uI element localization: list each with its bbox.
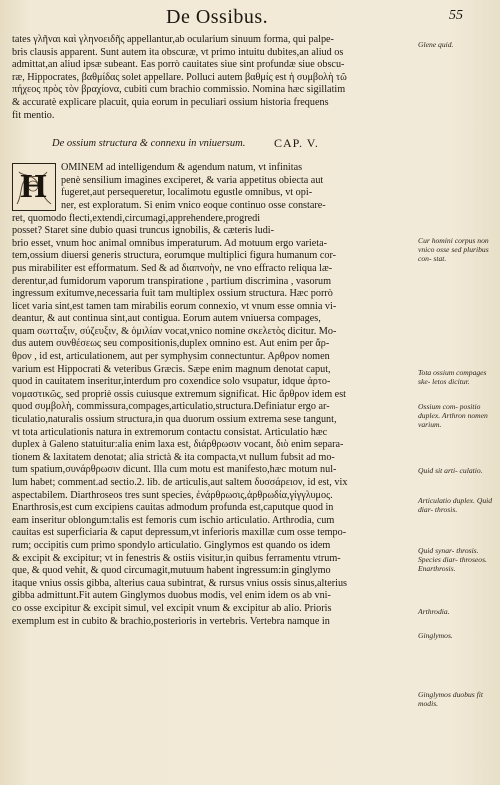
text-line: quam σωτταξιν, σύζευξιν, & ὁμιλίαν vocat,vnico nomine σκελετὸς dicitur. Mo-: [12, 325, 337, 337]
text-line: ner, est exploratum. Si enim vnico eoque continuo osse constare-: [61, 199, 326, 211]
marginal-note: Ossium com- positio duplex. Arthron nomen varium.: [418, 402, 488, 429]
running-title: De Ossibus.: [166, 6, 269, 28]
marginal-note: Cur homini corpus non vnico osse sed pluribus con- stat.: [418, 236, 489, 263]
chapter-title: De ossium structura & connexu in vniuersum.: [52, 138, 246, 150]
text-line: πήχεος πρὸς τὸν βραχίονα, cubiti cum brachio commissio. Nomina hæc sigillatim: [12, 84, 346, 96]
text-line: penè sensilium imagines exciperet, & varia appetitus obiecta aut: [61, 174, 324, 186]
text-line: ingressum exitumve,necessaria fuit tam multiplex ossium structura. Hæc porrò: [12, 288, 333, 300]
text-line: νομαστικῶς, sed propriè ossis cuiusque extremum significat. Hic ἄρθρον idem est: [12, 388, 346, 400]
chapter-heading: [12, 138, 412, 152]
page-number: 55: [449, 8, 463, 23]
marginal-note: Arthrodia.: [418, 607, 450, 616]
text-line: tates γλῆναι καὶ γληνοειδῆς appellantur,ab ocularium sinuum forma, qui palpe-: [12, 34, 334, 45]
main-text-column: [12, 34, 412, 628]
text-line: fit mentio.: [12, 109, 55, 121]
text-line: exemplum est in cubito & brachio,posterioris in vertebris. Vertebra namque in: [12, 615, 330, 627]
text-line: co osse excipitur & excipit simul, vel excipit vnum & excipitur ab alio. Prioris: [12, 602, 332, 614]
text-line: bris clausis apparent. Sunt autem ita obscuræ, vt primo intuitu dubites,an aliud os: [12, 46, 344, 58]
text-line: derentur,ad fumidorum vaporum transpiratione , partium discrimina , vasorum: [12, 275, 332, 287]
text-line: quod συμβολὴ, commissura,compages,articulatio,structura.Definiatur ergo ar-: [12, 401, 330, 413]
text-line: ticulatio,naturalis ossium structura,in qua duorum ossium extrema sese tangunt,: [12, 414, 337, 426]
text-line: ræ, Hippocrates, βαθμίδας solet appellare. Polluci autem βαθμίς est ἡ συμβολὴ τῶ: [12, 71, 347, 83]
marginal-note: Quid synar- throsis. Species diar- throseos. Enarthrosis.: [418, 546, 487, 573]
marginal-note: Ginglymos duobus fit modis.: [418, 690, 483, 708]
drop-cap-letter: H: [20, 168, 47, 206]
text-line: lum habet; comment.ad sectio.2. lib. de articulis,aut saltem δυσσάρειον, id est, vix: [12, 477, 348, 488]
text-line: ret, quomodo flecti,extendi,circumagi,apprehendere,progredi: [12, 212, 261, 224]
text-line: gibba admittunt.Fit autem Ginglymos duobus modis, vel enim idem os ab vni-: [12, 590, 331, 602]
text-line: quod in cauitatem inseritur,interdum pro coxendice solo vsupatur, idque ἀρτο-: [12, 376, 331, 388]
marginal-note: Ginglymos.: [418, 631, 453, 640]
text-line: eam inseritur oblongum:talis est femoris cum ischio articulatio. Arthrodia, cum: [12, 514, 335, 526]
text-line: rum; occipitis cum primo spondylo articulatio. Ginglymos est quando os idem: [12, 539, 331, 551]
text-line: que, & quod vehit, & quod circumagit,mutuum habent ingressum:in ginglymo: [12, 565, 331, 577]
opening-paragraph: [12, 34, 412, 122]
marginal-note: Glene quid.: [418, 40, 454, 49]
text-line: cauitas est superficiaria & caput depressum,vt inferioris maxillæ cum osse tempo-: [12, 527, 347, 539]
text-line: itaque vnius ossis gibba, alterius caua subintrat, & rursus vnius ossis sinus,alterius: [12, 577, 348, 589]
text-line: tum spatium,συνάρθρωσιν dicunt. Illa cum motu est manifesto,hæc motum nul-: [12, 464, 337, 476]
text-line: vt tota articulationis natura in extremorum contactu consistat. Articulatio hæc: [12, 426, 328, 438]
text-line: admittat,an aliud ipsæ subeant. Eas porrò cauitates siue sint profundæ siue obscu-: [12, 59, 345, 71]
text-line: licet varia sint,est tamen tam mirabilis eorum connexio, vt vnum esse omnia vi-: [12, 300, 337, 312]
text-line: tem,ossium diuersi generis structura, eorumque multiplici figura humanum cor-: [12, 250, 337, 262]
text-line: & accuratè explicare placuit, quia eorum in peculiari ossium historia frequens: [12, 96, 329, 108]
text-line: deantur, & aut continua sint,aut contigua. Eorum autem vniuersa compages,: [12, 313, 321, 325]
text-line: OMINEM ad intelligendum & agendum natum, vt infinitas: [61, 162, 303, 174]
marginal-note: Articulatio duplex. Quid diar- throsis.: [418, 496, 493, 514]
text-line: aspectabilem. Diarthroseos tres sunt species, ἐνάρθρωσις,ἀρθρωδία,γίγγλυμος.: [12, 489, 333, 501]
text-line: θρον , id est, articulationem, aut per symphysim connectuntur. Aρθρον nomen: [12, 351, 330, 363]
marginal-note: Tota ossium compages ske- letos dicitur.: [418, 368, 487, 386]
ornamental-initial: [12, 163, 56, 211]
text-line: duplex à Galeno statuitur:alia enim laxa est, διάρθρωσιν vocant, διὸ enim separa-: [12, 439, 344, 451]
text-line: fugeret,aut persequeretur, localimotu egustle omnibus, vt opi-: [61, 187, 313, 199]
text-line: dus autem συνθέσεως seu compositionis,duplex omnino est. Aut enim per ἄρ-: [12, 338, 330, 350]
text-line: tionem & laxitatem denotat; alia strictà & ita compacta,vt nullum fubsit ad mo-: [12, 451, 335, 463]
chapter-paragraph: [12, 162, 412, 628]
chapter-number: CAP. V.: [274, 136, 319, 151]
running-head: [0, 6, 500, 30]
text-line: brio esset, vnum hoc animal omnibus imperaturum. Ad motuum ergo varieta-: [12, 237, 327, 249]
text-line: pus mirabiliter est efformatum. Sed & ad διαπνοὴν, ne vno effracto reliqua læ-: [12, 262, 333, 274]
text-line: & excipit & excipitur; vt in fenestris & ostiis visitur,in quibus ferramentu vtrum-: [12, 552, 341, 564]
marginal-note: Quid sit arti- culatio.: [418, 466, 483, 475]
text-line: varium est Hippocrati & veteribus Græcis. Sæpe enim magnum denotat caput,: [12, 363, 331, 375]
text-line: Enarthrosis,est cum excipiens cauitas admodum profunda est,caputque quod in: [12, 502, 334, 514]
text-line: posset? Staret sine dubio quasi truncus ignobilis, & cæteris ludi-: [12, 225, 275, 237]
